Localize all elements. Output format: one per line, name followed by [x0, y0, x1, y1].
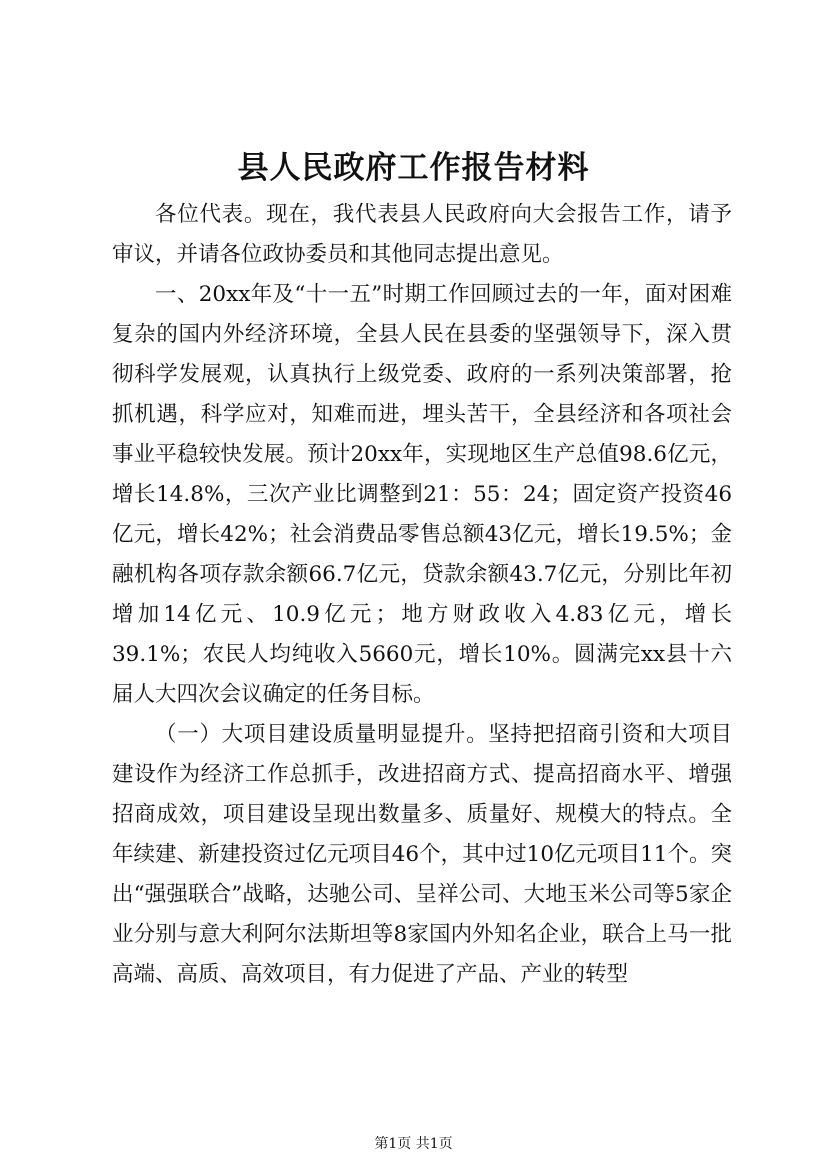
page-footer: 第1页 共1页	[374, 1136, 453, 1152]
paragraph-major-projects: （一）大项目建设质量明显提升。坚持把招商引资和大项目建设作为经济工作总抓手，改进招商方式、提高招商水平、增强招商成效，项目建设呈现出数量多、质量好、规模大的特点。全年续建、新建投资过亿元项目46个，其中过10亿元项目11个。突出“强强联合”战略，达驰公司、呈祥公司、大地玉米公司等5家企业分别与意大利阿尔法斯坦等8家国内外知名企业，联合上马一批高端、高质、高效项目，有力促进了产品、产业的转型	[112, 722, 732, 987]
document-body	[112, 195, 732, 995]
paragraph-review: 一、20xx年及“十一五”时期工作回顾过去的一年，面对困难复杂的国内外经济环境，全县人民在县委的坚强领导下，深入贯彻科学发展观，认真执行上级党委、政府的一系列决策部署，抢抓机遇，科学应对，知难而进，埋头苦干，全县经济和各项社会事业平稳较快发展。预计20xx年，实现地区生产总值98.6亿元，增长14.8%，三次产业比调整到21：55：24；固定资产投资46亿元，增长42%；社会消费品零售总额43亿元，增长19.5%；金融机构各项存款余额66.7亿元，贷款余额43.7亿元，分别比年初增加14亿元、10.9亿元；地方财政收入4.83亿元，增长39.1%；农民人均纯收入5660元，增长10%。圆满完xx县十六届人大四次会议确定的任务目标。	[112, 282, 732, 707]
paragraph-opening: 各位代表。现在，我代表县人民政府向大会报告工作，请予审议，并请各位政协委员和其他同志提出意见。	[112, 202, 732, 267]
document-title: 县人民政府工作报告材料	[237, 150, 590, 186]
